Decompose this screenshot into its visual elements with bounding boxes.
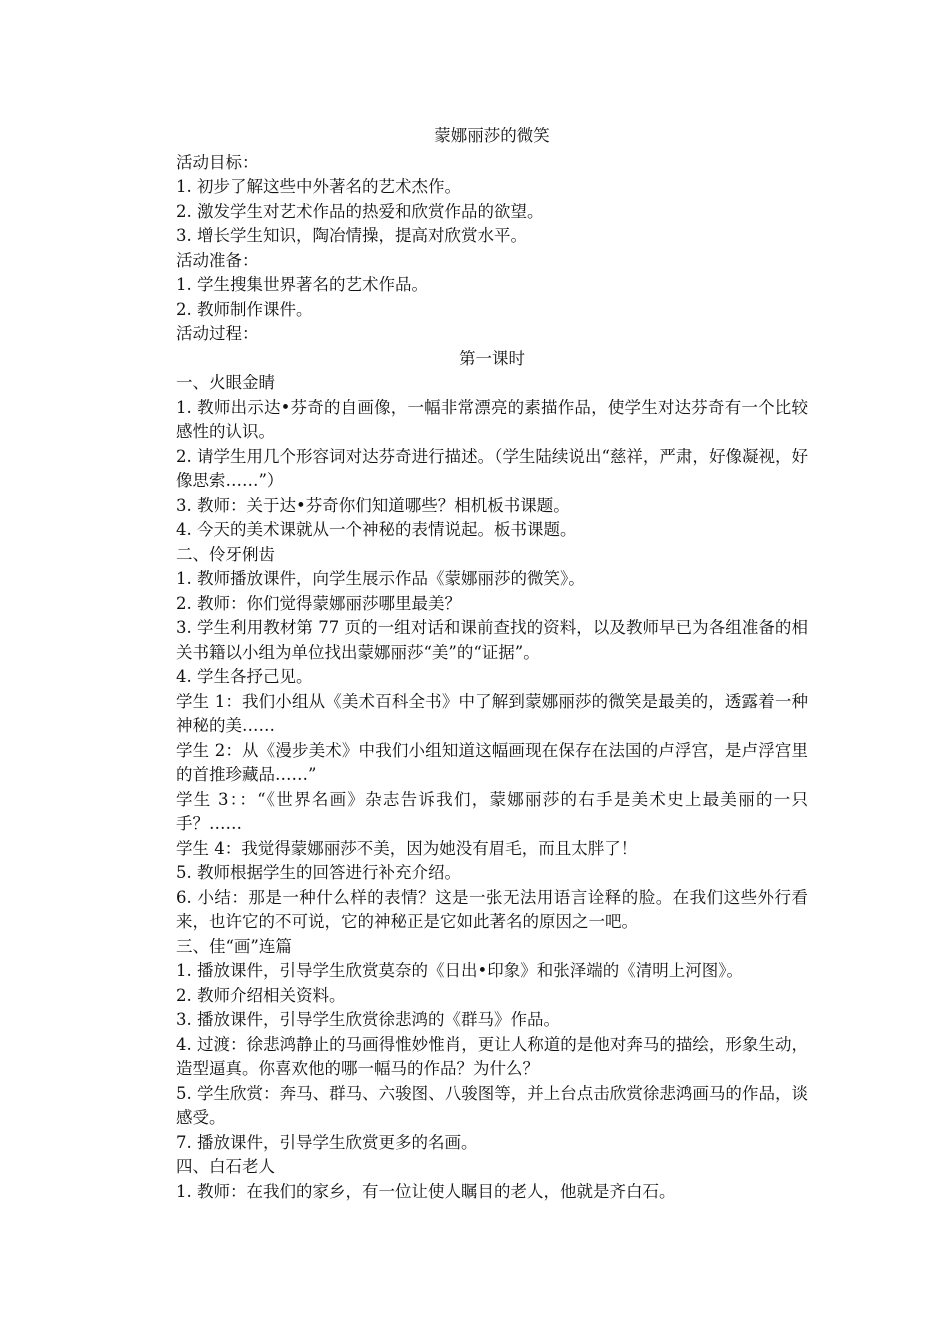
list-item: 1. 初步了解这些中外著名的艺术杰作。 bbox=[176, 177, 461, 196]
paragraph: 3. 学生利用教材第 77 页的一组对话和课前查找的资料，以及教师早已为各组准备的相关书籍以小组为单位找出蒙娜丽莎“美”的“证据”。 bbox=[176, 618, 808, 662]
list-item: 3. 增长学生知识，陶冶情操，提高对欣赏水平。 bbox=[176, 226, 527, 245]
paragraph: 2. 教师：你们觉得蒙娜丽莎哪里最美？ bbox=[176, 593, 461, 613]
document-body bbox=[176, 124, 808, 1204]
section-heading: 三、佳“画”连篇 bbox=[176, 936, 292, 956]
paragraph: 1. 教师播放课件，向学生展示作品《蒙娜丽莎的微笑》。 bbox=[176, 569, 585, 588]
list-item: 2. 激发学生对艺术作品的热爱和欣赏作品的欲望。 bbox=[176, 201, 544, 221]
section-heading: 活动目标： bbox=[176, 152, 259, 172]
list-item: 1. 学生搜集世界著名的艺术作品。 bbox=[176, 275, 428, 294]
paragraph: 4. 学生各抒己见。 bbox=[176, 667, 313, 686]
paragraph: 5. 教师根据学生的回答进行补充介绍。 bbox=[176, 863, 461, 882]
paragraph: 学生 2：从《漫步美术》中我们小组知道这幅画现在保存在法国的卢浮宫，是卢浮宫里的首推珍藏品……” bbox=[176, 740, 808, 784]
section-heading: 四、白石老人 bbox=[176, 1157, 275, 1176]
paragraph: 1. 教师：在我们的家乡，有一位让使人瞩目的老人，他就是齐白石。 bbox=[176, 1181, 676, 1201]
paragraph: 2. 教师介绍相关资料。 bbox=[176, 985, 346, 1005]
paragraph: 2. 请学生用几个形容词对达芬奇进行描述。（学生陆续说出“慈祥，严肃，好像凝视，好像思索……”） bbox=[176, 446, 808, 490]
paragraph: 4. 今天的美术课就从一个神秘的表情说起。板书课题。 bbox=[176, 520, 577, 539]
paragraph: 学生 1：我们小组从《美术百科全书》中了解到蒙娜丽莎的微笑是最美的，透露着一种神秘的美…… bbox=[176, 691, 808, 735]
paragraph: 学生 4：我觉得蒙娜丽莎不美，因为她没有眉毛，而且太胖了！ bbox=[176, 838, 638, 858]
paragraph: 7. 播放课件，引导学生欣赏更多的名画。 bbox=[176, 1132, 478, 1152]
lesson-heading: 第一课时 bbox=[459, 348, 525, 368]
section-heading: 活动过程： bbox=[176, 324, 259, 343]
paragraph: 学生 3：：“《世界名画》杂志告诉我们，蒙娜丽莎的右手是美术史上最美丽的一只手？…… bbox=[176, 789, 808, 833]
document-title: 蒙娜丽莎的微笑 bbox=[434, 126, 550, 145]
paragraph: 1. 教师出示达•芬奇的自画像，一幅非常漂亮的素描作品，使学生对达芬奇有一个比较感性的认识。 bbox=[176, 397, 808, 441]
paragraph: 6. 小结：那是一种什么样的表情？这是一张无法用语言诠释的脸。在我们这些外行看来，也许它的不可说，它的神秘正是它如此著名的原因之一吧。 bbox=[176, 887, 808, 931]
list-item: 2. 教师制作课件。 bbox=[176, 299, 313, 319]
paragraph: 3. 播放课件，引导学生欣赏徐悲鸿的《群马》作品。 bbox=[176, 1010, 560, 1029]
section-heading: 活动准备： bbox=[176, 250, 259, 270]
section-heading: 二、伶牙俐齿 bbox=[176, 544, 275, 564]
paragraph: 5. 学生欣赏：奔马、群马、六骏图、八骏图等，并上台点击欣赏徐悲鸿画马的作品，谈感受。 bbox=[176, 1083, 808, 1127]
section-heading: 一、火眼金睛 bbox=[176, 373, 275, 392]
paragraph: 4. 过渡：徐悲鸿静止的马画得惟妙惟肖，更让人称道的是他对奔马的描绘，形象生动，造型逼真。你喜欢他的哪一幅马的作品？为什么？ bbox=[176, 1034, 808, 1078]
paragraph: 1. 播放课件，引导学生欣赏莫奈的《日出•印象》和张泽端的《清明上河图》。 bbox=[176, 961, 743, 980]
paragraph: 3. 教师：关于达•芬奇你们知道哪些？相机板书课题。 bbox=[176, 495, 570, 515]
